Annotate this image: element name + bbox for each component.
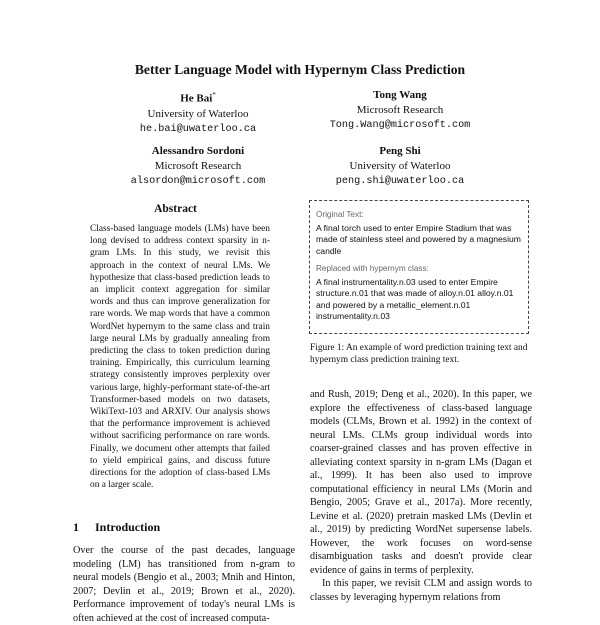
author-affiliation: Microsoft Research <box>154 160 242 172</box>
author-block <box>98 144 298 189</box>
author-email: peng.shi@uwaterloo.ca <box>335 176 465 187</box>
author-block <box>300 88 500 133</box>
figure-box <box>309 200 529 334</box>
section-number: 1 <box>73 520 79 534</box>
author-name: Tong Wang <box>373 89 427 101</box>
author-block <box>300 144 500 189</box>
author-email: he.bai@uwaterloo.ca <box>139 123 257 135</box>
introduction-text: Over the course of the past decades, language modeling (LM) has transitioned from n-gram to neural models (Bengio et al., 2003; Mnih and Hinton, 2007; Devlin et al., 2019; Brown et al., 2020). Performance improvement of today's neural LMs is often achieved at the cost of increased computa- <box>73 545 295 624</box>
figure-caption: Figure 1: An example of word prediction training text and hypernym class prediction training text. <box>310 343 528 365</box>
original-text: A final torch used to enter Empire Stadium that was made of stainless steel and powered by a magnesium candle <box>316 222 521 256</box>
paragraph: and Rush, 2019; Deng et al., 2020). In this paper, we explore the effectiveness of class-based language models (CLMs, Brown et al. 1992) in the context of neural LMs. CLMs group individual words into coarser-grained classes and has proven effective in alleviating context sparsity in n-gram LMs (Dagan et al., 1999). It has been also used to improve computational efficiency in neural LMs (Morin and Bengio, 2005; Grave et al., 2017a). More recently, Levine et al. (2020) pretrain masked LMs (Devlin et al., 2019) by predicting WordNet supersense labels. However, the work focuses on word-sense disambiguation tasks and doesn't provide clear evidence of gains in terms of perplexity. <box>310 389 532 576</box>
right-column-text <box>310 388 532 604</box>
author-affiliation: University of Waterloo <box>349 160 451 172</box>
author-affiliation: University of Waterloo <box>147 107 249 120</box>
author-email: alsordon@microsoft.com <box>130 176 266 187</box>
author-affiliation: Microsoft Research <box>356 104 444 116</box>
author-name: Peng Shi <box>379 145 421 157</box>
section-heading <box>73 520 160 535</box>
abstract-text: Class-based language models (LMs) have been long devised to address context sparsity in n-gram LMs. In this study, we revisit this approach in the context of neural LMs. We hypothesize that class-based prediction leads to an implicit context aggregation for similar words and thus can improve generalization for rare words. We map words that have a common WordNet hypernym to the same class and train large neural LMs by gradually annealing from predicting the class to token prediction during training. Empirically, this curriculum learning strategy consistently improves perplexity over various large, highly-performant state-of-the-art Transformer-based models on two datasets, WikiText-103 and ARXIV. Our analysis shows that the performance improvement is achieved without sacrificing performance on rare words. Finally, we document other attempts that failed to yield empirical gains, and discuss future directions for the adoption of class-based LMs on a larger scale. <box>90 224 270 491</box>
author-name: He Bai* <box>180 91 216 105</box>
section-title: Introduction <box>95 520 161 534</box>
abstract-heading: Abstract <box>154 203 197 215</box>
abstract-heading-wrap <box>68 203 283 221</box>
replaced-text: A final instrumentality.n.03 used to enter Empire structure.n.01 that was made of alloy.n.01 alloy.n.01 and powered by a metallic_element.n.01 instrumentality.n.03 <box>316 276 514 321</box>
paper-title: Better Language Model with Hypernym Class Prediction <box>134 62 466 77</box>
original-text-label: Original Text: <box>316 210 364 219</box>
author-block <box>98 88 298 137</box>
author-email: Tong.Wang@microsoft.com <box>329 120 471 131</box>
replaced-text-label: Replaced with hypernym class: <box>316 264 429 273</box>
paragraph: In this paper, we revisit CLM and assign words to classes by leveraging hypernym relations from <box>310 578 532 603</box>
author-name: Alessandro Sordoni <box>151 145 245 157</box>
